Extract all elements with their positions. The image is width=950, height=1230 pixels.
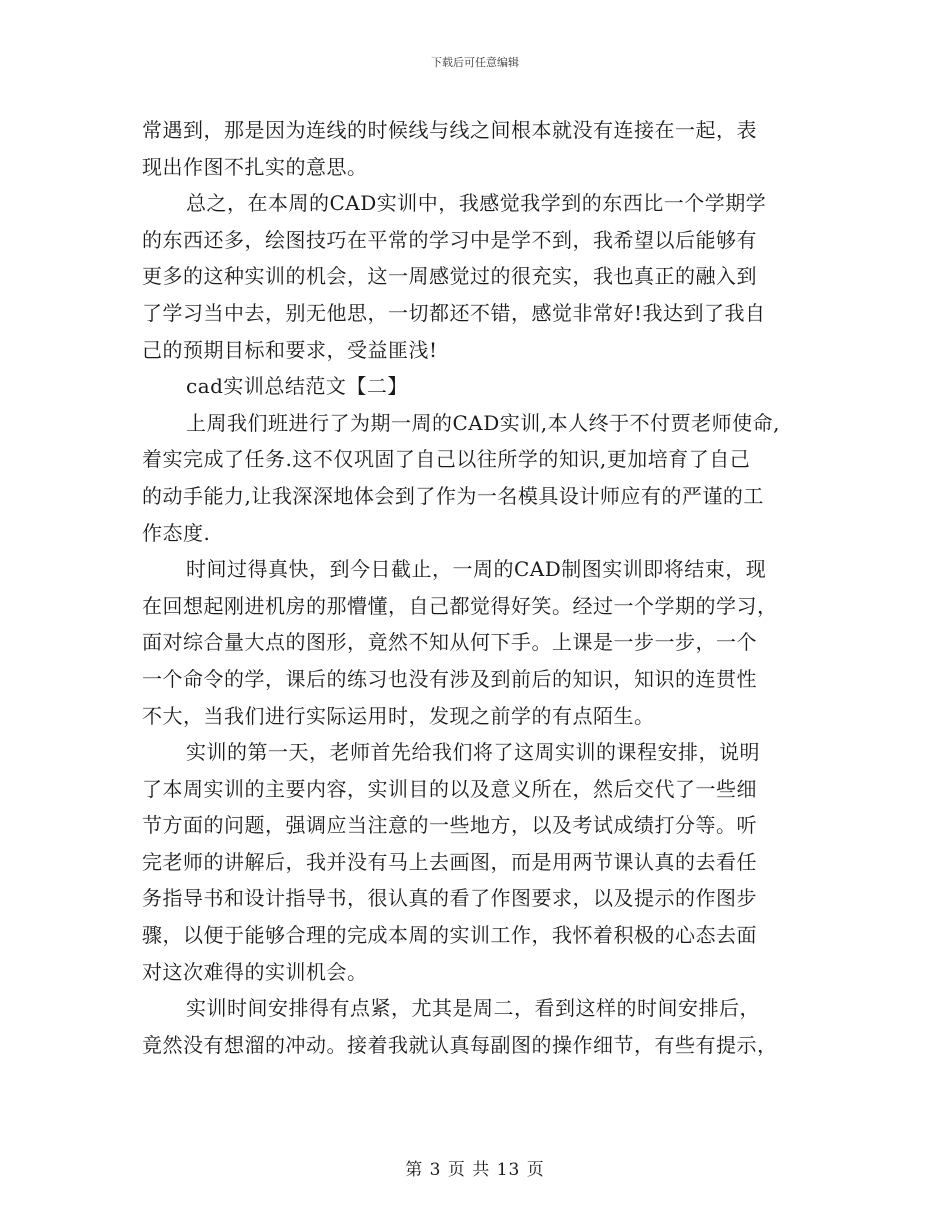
paragraph-start: 总之，在本周的CAD实训中，我感觉我学到的东西比一个学期学: [186, 191, 767, 216]
text-line: 更多的这种实训的机会，这一周感觉过的很充实，我也真正的融入到: [142, 264, 757, 289]
text-line: 作态度.: [142, 520, 211, 545]
text-line: 在回想起刚进机房的那懵懂，自己都觉得好笑。经过一个学期的学习，: [142, 593, 778, 618]
text-line: 常遇到，那是因为连线的时候线与线之间根本就没有连接在一起，表: [142, 118, 757, 142]
text-line: 一个命令的学，课后的练习也没有涉及到前后的知识，知识的连贯性: [142, 666, 757, 691]
text-line: 不大，当我们进行实际运用时，发现之前学的有点陌生。: [142, 703, 655, 728]
text-line: 了本周实训的主要内容，实训目的以及意义所在，然后交代了一些细: [142, 776, 757, 801]
paragraph-start: 上周我们班进行了为期一周的CAD实训,本人终于不付贾老师使命,: [186, 410, 780, 435]
text-line: 的动手能力,让我深深地体会到了作为一名模具设计师应有的严谨的工: [142, 483, 764, 508]
section-heading: cad实训总结范文【二】: [186, 374, 408, 399]
text-line: 了学习当中去，别无他思，一切都还不错，感觉非常好!我达到了我自: [142, 300, 766, 325]
page-number: 第 3 页 共 13 页: [405, 1160, 545, 1180]
text-line: 竟然没有想溜的冲动。接着我就认真每副图的操作细节，有些有提示，: [142, 1032, 778, 1057]
text-line: 完老师的讲解后，我并没有马上去画图，而是用两节课认真的去看任: [142, 849, 757, 874]
text-line: 对这次难得的实训机会。: [142, 959, 368, 984]
text-line: 的东西还多，绘图技巧在平常的学习中是学不到，我希望以后能够有: [142, 227, 757, 252]
paragraph-start: 时间过得真快，到今日截止，一周的CAD制图实训即将结束，现: [186, 557, 767, 582]
text-line: 务指导书和设计指导书，很认真的看了作图要求，以及提示的作图步: [142, 886, 757, 911]
document-body: [142, 112, 822, 1063]
page-header: 下载后可任意编辑: [431, 56, 519, 69]
text-line: 着实完成了任务.这不仅巩固了自己以往所学的知识,更加培育了自己: [142, 447, 751, 472]
text-line: 面对综合量大点的图形，竟然不知从何下手。上课是一步一步，一个: [142, 630, 757, 655]
text-line: 己的预期目标和要求，受益匪浅!: [142, 337, 438, 362]
paragraph-start: 实训时间安排得有点紧，尤其是周二，看到这样的时间安排后，: [186, 996, 760, 1021]
text-line: 节方面的问题，强调应当注意的一些地方，以及考试成绩打分等。听: [142, 813, 757, 838]
paragraph-start: 实训的第一天，老师首先给我们将了这周实训的课程安排，说明: [186, 740, 760, 765]
text-line: 骤，以便于能够合理的完成本周的实训工作，我怀着积极的心态去面: [142, 923, 757, 948]
text-line: 现出作图不扎实的意思。: [142, 154, 368, 179]
